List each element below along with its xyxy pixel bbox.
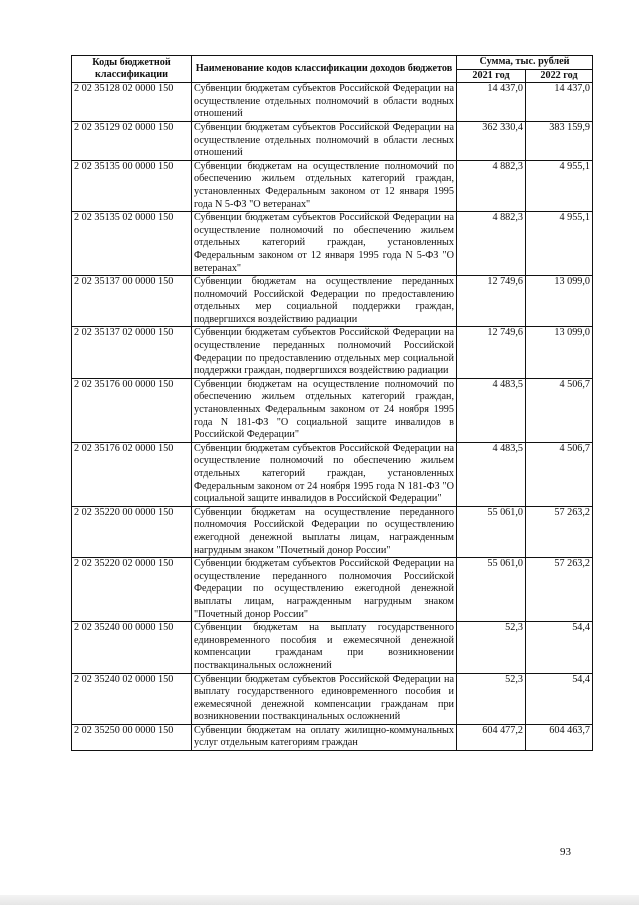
table-body	[72, 83, 593, 751]
row-code: 2 02 35135 00 0000 150	[72, 160, 192, 211]
budget-table	[71, 55, 593, 751]
row-code: 2 02 35240 02 0000 150	[72, 673, 192, 724]
header-row	[72, 56, 593, 70]
row-code: 2 02 35176 00 0000 150	[72, 378, 192, 442]
page-number: 93	[560, 846, 571, 858]
row-name: Субвенции бюджетам на осуществление переданного полномочия Российской Федерации по осуществлению ежегодной денежной выплаты лицам, награжденным нагрудным знаком "Почетный донор России"	[192, 506, 457, 557]
row-code: 2 02 35129 02 0000 150	[72, 121, 192, 160]
row-2022: 4 506,7	[526, 442, 593, 506]
row-2021: 52,3	[457, 673, 526, 724]
header-year-2021: 2021 год	[457, 69, 526, 83]
row-2022: 13 099,0	[526, 276, 593, 327]
table-row	[72, 276, 593, 327]
row-2022: 4 506,7	[526, 378, 593, 442]
table-row	[72, 212, 593, 276]
row-2022: 57 263,2	[526, 506, 593, 557]
header-codes: Коды бюджетной классификации	[72, 56, 192, 83]
row-name: Субвенции бюджетам на осуществление полномочий по обеспечению жильем отдельных категорий граждан, установленных Федеральным законом от 24 ноября 1995 года N 181-ФЗ "О социальной защите инвалидов в Российской Федерации"	[192, 378, 457, 442]
row-2022: 604 463,7	[526, 724, 593, 750]
row-name: Субвенции бюджетам на осуществление полномочий по обеспечению жильем отдельных категорий граждан, установленных Федеральным законом от 12 января 1995 года N 5-ФЗ "О ветеранах"	[192, 160, 457, 211]
row-2021: 12 749,6	[457, 276, 526, 327]
page-bottom-edge	[0, 895, 639, 905]
row-name: Субвенции бюджетам субъектов Российской Федерации на осуществление отдельных полномочий в области водных отношений	[192, 83, 457, 122]
header-sum: Сумма, тыс. рублей	[457, 56, 593, 70]
row-name: Субвенции бюджетам на оплату жилищно-коммунальных услуг отдельным категориям граждан	[192, 724, 457, 750]
table-row	[72, 83, 593, 122]
table-row	[72, 724, 593, 750]
row-name: Субвенции бюджетам субъектов Российской Федерации на осуществление полномочий по обеспечению жильем отдельных категорий граждан, установленных Федеральным законом от 24 ноября 1995 года N 181-ФЗ "О социальной защите инвалидов в Российской Федерации"	[192, 442, 457, 506]
row-2021: 55 061,0	[457, 506, 526, 557]
row-code: 2 02 35220 00 0000 150	[72, 506, 192, 557]
row-name: Субвенции бюджетам субъектов Российской Федерации на осуществление отдельных полномочий в области лесных отношений	[192, 121, 457, 160]
row-2021: 14 437,0	[457, 83, 526, 122]
table-row	[72, 442, 593, 506]
table-row	[72, 378, 593, 442]
row-name: Субвенции бюджетам субъектов Российской Федерации на осуществление переданных полномочий Российской Федерации по предоставлению отдельных мер социальной поддержки граждан, подвергшихся воздействию радиации	[192, 327, 457, 378]
row-2022: 57 263,2	[526, 558, 593, 622]
row-code: 2 02 35176 02 0000 150	[72, 442, 192, 506]
row-2021: 4 483,5	[457, 442, 526, 506]
table-row	[72, 121, 593, 160]
row-2021: 362 330,4	[457, 121, 526, 160]
row-2022: 14 437,0	[526, 83, 593, 122]
row-2021: 4 882,3	[457, 160, 526, 211]
row-code: 2 02 35128 02 0000 150	[72, 83, 192, 122]
row-code: 2 02 35137 02 0000 150	[72, 327, 192, 378]
table-row	[72, 673, 593, 724]
row-2021: 52,3	[457, 622, 526, 673]
row-name: Субвенции бюджетам субъектов Российской Федерации на осуществление полномочий по обеспечению жильем отдельных категорий граждан, установленных Федеральным законом от 12 января 1995 года N 5-ФЗ "О ветеранах"	[192, 212, 457, 276]
row-2022: 4 955,1	[526, 212, 593, 276]
row-2022: 383 159,9	[526, 121, 593, 160]
row-2022: 4 955,1	[526, 160, 593, 211]
row-code: 2 02 35220 02 0000 150	[72, 558, 192, 622]
table-row	[72, 506, 593, 557]
row-code: 2 02 35250 00 0000 150	[72, 724, 192, 750]
row-2021: 4 483,5	[457, 378, 526, 442]
row-name: Субвенции бюджетам на осуществление переданных полномочий Российской Федерации по предоставлению отдельных мер социальной поддержки граждан, подвергшихся воздействию радиации	[192, 276, 457, 327]
header-name: Наименование кодов классификации доходов бюджетов	[192, 56, 457, 83]
row-2021: 4 882,3	[457, 212, 526, 276]
row-code: 2 02 35240 00 0000 150	[72, 622, 192, 673]
row-name: Субвенции бюджетам субъектов Российской Федерации на осуществление переданного полномочия Российской Федерации по осуществлению ежегодной денежной выплаты лицам, награжденным нагрудным знаком "Почетный донор России"	[192, 558, 457, 622]
row-name: Субвенции бюджетам субъектов Российской Федерации на выплату государственного единовременного пособия и ежемесячной денежной компенсации гражданам при возникновении поствакцинальных осложнений	[192, 673, 457, 724]
header-year-2022: 2022 год	[526, 69, 593, 83]
row-2022: 54,4	[526, 622, 593, 673]
table-row	[72, 622, 593, 673]
row-name: Субвенции бюджетам на выплату государственного единовременного пособия и ежемесячной денежной компенсации гражданам при возникновении поствакцинальных осложнений	[192, 622, 457, 673]
row-code: 2 02 35137 00 0000 150	[72, 276, 192, 327]
row-code: 2 02 35135 02 0000 150	[72, 212, 192, 276]
row-2021: 55 061,0	[457, 558, 526, 622]
table-row	[72, 558, 593, 622]
row-2022: 13 099,0	[526, 327, 593, 378]
row-2022: 54,4	[526, 673, 593, 724]
table-row	[72, 327, 593, 378]
row-2021: 604 477,2	[457, 724, 526, 750]
table-row	[72, 160, 593, 211]
row-2021: 12 749,6	[457, 327, 526, 378]
